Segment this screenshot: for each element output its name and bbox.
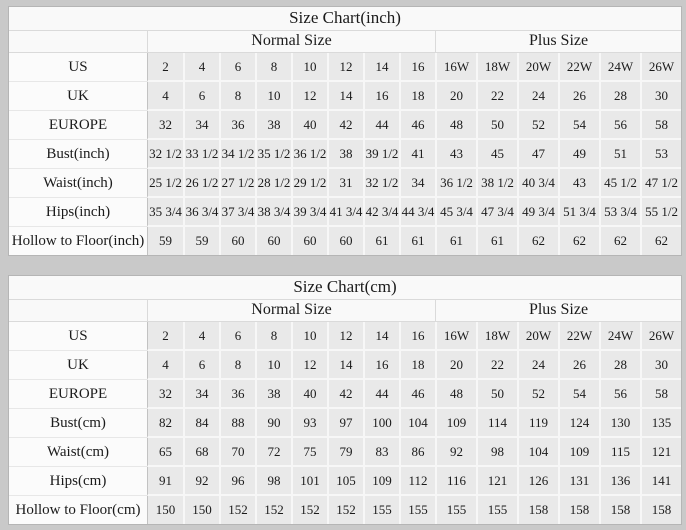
size-value-cell: 14 bbox=[363, 53, 399, 82]
size-value-cell: 54 bbox=[558, 111, 599, 140]
size-value-cell: 26W bbox=[640, 322, 681, 351]
table-row bbox=[9, 111, 681, 140]
size-value-cell: 38 bbox=[327, 140, 363, 169]
size-value-cell: 18W bbox=[476, 53, 517, 82]
size-value-cell: 12 bbox=[291, 82, 327, 111]
size-value-cell: 61 bbox=[476, 227, 517, 255]
size-value-cell: 16 bbox=[363, 82, 399, 111]
size-value-cell: 126 bbox=[517, 467, 558, 496]
group-header-plus-size: Plus Size bbox=[435, 300, 681, 322]
size-value-cell: 6 bbox=[183, 82, 219, 111]
size-value-cell: 20 bbox=[435, 351, 476, 380]
size-value-cell: 30 bbox=[640, 351, 681, 380]
size-value-cell: 38 bbox=[255, 380, 291, 409]
size-value-cell: 152 bbox=[327, 496, 363, 524]
size-value-cell: 51 3/4 bbox=[558, 198, 599, 227]
size-value-cell: 37 3/4 bbox=[219, 198, 255, 227]
size-value-cell: 12 bbox=[327, 53, 363, 82]
size-value-cell: 68 bbox=[183, 438, 219, 467]
size-value-cell: 109 bbox=[558, 438, 599, 467]
size-value-cell: 55 1/2 bbox=[640, 198, 681, 227]
size-value-cell: 124 bbox=[558, 409, 599, 438]
size-value-cell: 39 1/2 bbox=[363, 140, 399, 169]
size-value-cell: 150 bbox=[183, 496, 219, 524]
size-value-cell: 90 bbox=[255, 409, 291, 438]
table-row bbox=[9, 53, 681, 82]
size-value-cell: 4 bbox=[183, 322, 219, 351]
size-value-cell: 62 bbox=[558, 227, 599, 255]
table-row bbox=[9, 198, 681, 227]
row-label: Hips(cm) bbox=[9, 467, 147, 496]
size-value-cell: 62 bbox=[599, 227, 640, 255]
size-value-cell: 98 bbox=[255, 467, 291, 496]
size-value-cell: 59 bbox=[147, 227, 183, 255]
size-value-cell: 38 3/4 bbox=[255, 198, 291, 227]
size-value-cell: 97 bbox=[327, 409, 363, 438]
size-value-cell: 8 bbox=[219, 351, 255, 380]
table-row bbox=[9, 438, 681, 467]
size-value-cell: 27 1/2 bbox=[219, 169, 255, 198]
size-value-cell: 83 bbox=[363, 438, 399, 467]
size-value-cell: 41 bbox=[399, 140, 435, 169]
size-chart-inch-slot bbox=[8, 6, 678, 256]
size-value-cell: 33 1/2 bbox=[183, 140, 219, 169]
size-value-cell: 43 bbox=[558, 169, 599, 198]
size-value-cell: 47 bbox=[517, 140, 558, 169]
size-value-cell: 86 bbox=[399, 438, 435, 467]
size-value-cell: 47 3/4 bbox=[476, 198, 517, 227]
size-value-cell: 136 bbox=[599, 467, 640, 496]
size-value-cell: 35 1/2 bbox=[255, 140, 291, 169]
size-value-cell: 100 bbox=[363, 409, 399, 438]
size-value-cell: 14 bbox=[327, 82, 363, 111]
size-value-cell: 101 bbox=[291, 467, 327, 496]
size-chart-table-cm bbox=[8, 275, 682, 525]
size-value-cell: 22 bbox=[476, 351, 517, 380]
size-value-cell: 155 bbox=[363, 496, 399, 524]
size-value-cell: 96 bbox=[219, 467, 255, 496]
size-value-cell: 2 bbox=[147, 322, 183, 351]
size-value-cell: 158 bbox=[640, 496, 681, 524]
size-value-cell: 18W bbox=[476, 322, 517, 351]
size-value-cell: 10 bbox=[255, 351, 291, 380]
size-value-cell: 93 bbox=[291, 409, 327, 438]
size-value-cell: 20 bbox=[435, 82, 476, 111]
size-value-cell: 44 bbox=[363, 111, 399, 140]
group-header-plus-size: Plus Size bbox=[435, 31, 681, 53]
size-value-cell: 44 3/4 bbox=[399, 198, 435, 227]
table-row bbox=[9, 380, 681, 409]
size-value-cell: 6 bbox=[219, 53, 255, 82]
size-value-cell: 135 bbox=[640, 409, 681, 438]
size-value-cell: 49 bbox=[558, 140, 599, 169]
size-value-cell: 141 bbox=[640, 467, 681, 496]
size-value-cell: 40 bbox=[291, 380, 327, 409]
row-label: EUROPE bbox=[9, 111, 147, 140]
size-value-cell: 152 bbox=[219, 496, 255, 524]
size-value-cell: 82 bbox=[147, 409, 183, 438]
size-value-cell: 39 3/4 bbox=[291, 198, 327, 227]
size-value-cell: 155 bbox=[399, 496, 435, 524]
size-value-cell: 43 bbox=[435, 140, 476, 169]
size-value-cell: 42 bbox=[327, 380, 363, 409]
table-row bbox=[9, 351, 681, 380]
size-value-cell: 88 bbox=[219, 409, 255, 438]
size-value-cell: 16 bbox=[399, 322, 435, 351]
size-value-cell: 158 bbox=[517, 496, 558, 524]
size-value-cell: 98 bbox=[476, 438, 517, 467]
size-value-cell: 4 bbox=[183, 53, 219, 82]
size-value-cell: 119 bbox=[517, 409, 558, 438]
size-value-cell: 42 bbox=[327, 111, 363, 140]
size-value-cell: 16 bbox=[363, 351, 399, 380]
size-value-cell: 65 bbox=[147, 438, 183, 467]
size-value-cell: 26 bbox=[558, 351, 599, 380]
size-value-cell: 20W bbox=[517, 322, 558, 351]
size-value-cell: 79 bbox=[327, 438, 363, 467]
size-value-cell: 42 3/4 bbox=[363, 198, 399, 227]
size-value-cell: 45 bbox=[476, 140, 517, 169]
size-value-cell: 61 bbox=[399, 227, 435, 255]
row-label: UK bbox=[9, 82, 147, 111]
size-value-cell: 131 bbox=[558, 467, 599, 496]
table-row bbox=[9, 467, 681, 496]
size-value-cell: 54 bbox=[558, 380, 599, 409]
row-label: US bbox=[9, 53, 147, 82]
size-value-cell: 104 bbox=[399, 409, 435, 438]
size-value-cell: 14 bbox=[327, 351, 363, 380]
size-value-cell: 152 bbox=[255, 496, 291, 524]
size-value-cell: 40 3/4 bbox=[517, 169, 558, 198]
row-label: Hollow to Floor(cm) bbox=[9, 496, 147, 524]
size-value-cell: 52 bbox=[517, 380, 558, 409]
size-value-cell: 60 bbox=[327, 227, 363, 255]
table-row bbox=[9, 409, 681, 438]
size-value-cell: 61 bbox=[363, 227, 399, 255]
size-value-cell: 114 bbox=[476, 409, 517, 438]
size-value-cell: 24W bbox=[599, 322, 640, 351]
size-value-cell: 46 bbox=[399, 111, 435, 140]
table-row bbox=[9, 82, 681, 111]
size-value-cell: 16W bbox=[435, 322, 476, 351]
group-header-normal-size: Normal Size bbox=[147, 300, 435, 322]
row-label: US bbox=[9, 322, 147, 351]
size-value-cell: 36 3/4 bbox=[183, 198, 219, 227]
size-value-cell: 28 bbox=[599, 351, 640, 380]
size-chart-table-inch bbox=[8, 6, 682, 256]
size-value-cell: 41 3/4 bbox=[327, 198, 363, 227]
size-chart-cm-slot bbox=[8, 275, 678, 525]
size-value-cell: 150 bbox=[147, 496, 183, 524]
size-value-cell: 155 bbox=[435, 496, 476, 524]
size-value-cell: 62 bbox=[640, 227, 681, 255]
size-value-cell: 116 bbox=[435, 467, 476, 496]
size-value-cell: 34 bbox=[183, 380, 219, 409]
size-value-cell: 32 1/2 bbox=[147, 140, 183, 169]
size-value-cell: 36 1/2 bbox=[291, 140, 327, 169]
size-value-cell: 10 bbox=[291, 53, 327, 82]
group-header-normal-size: Normal Size bbox=[147, 31, 435, 53]
size-value-cell: 84 bbox=[183, 409, 219, 438]
row-label: EUROPE bbox=[9, 380, 147, 409]
size-value-cell: 36 bbox=[219, 380, 255, 409]
size-value-cell: 92 bbox=[435, 438, 476, 467]
size-value-cell: 28 bbox=[599, 82, 640, 111]
size-value-cell: 60 bbox=[255, 227, 291, 255]
size-value-cell: 4 bbox=[147, 351, 183, 380]
row-label: Hips(inch) bbox=[9, 198, 147, 227]
size-value-cell: 18 bbox=[399, 351, 435, 380]
size-value-cell: 46 bbox=[399, 380, 435, 409]
size-value-cell: 18 bbox=[399, 82, 435, 111]
size-value-cell: 44 bbox=[363, 380, 399, 409]
size-value-cell: 30 bbox=[640, 82, 681, 111]
size-value-cell: 34 bbox=[399, 169, 435, 198]
size-value-cell: 10 bbox=[291, 322, 327, 351]
size-value-cell: 72 bbox=[255, 438, 291, 467]
size-value-cell: 105 bbox=[327, 467, 363, 496]
size-value-cell: 91 bbox=[147, 467, 183, 496]
size-value-cell: 152 bbox=[291, 496, 327, 524]
size-value-cell: 45 1/2 bbox=[599, 169, 640, 198]
table-row bbox=[9, 322, 681, 351]
size-value-cell: 109 bbox=[435, 409, 476, 438]
size-value-cell: 52 bbox=[517, 111, 558, 140]
row-label: Bust(cm) bbox=[9, 409, 147, 438]
row-label: Bust(inch) bbox=[9, 140, 147, 169]
size-value-cell: 60 bbox=[291, 227, 327, 255]
size-value-cell: 4 bbox=[147, 82, 183, 111]
size-value-cell: 25 1/2 bbox=[147, 169, 183, 198]
size-value-cell: 158 bbox=[558, 496, 599, 524]
size-value-cell: 62 bbox=[517, 227, 558, 255]
size-value-cell: 47 1/2 bbox=[640, 169, 681, 198]
size-value-cell: 26 bbox=[558, 82, 599, 111]
size-value-cell: 38 1/2 bbox=[476, 169, 517, 198]
row-label: Waist(inch) bbox=[9, 169, 147, 198]
size-value-cell: 56 bbox=[599, 380, 640, 409]
group-header-spacer bbox=[9, 31, 147, 53]
size-value-cell: 51 bbox=[599, 140, 640, 169]
size-value-cell: 14 bbox=[363, 322, 399, 351]
table-title: Size Chart(inch) bbox=[9, 7, 681, 31]
size-value-cell: 53 bbox=[640, 140, 681, 169]
size-value-cell: 16 bbox=[399, 53, 435, 82]
size-value-cell: 34 bbox=[183, 111, 219, 140]
size-value-cell: 48 bbox=[435, 111, 476, 140]
size-value-cell: 50 bbox=[476, 111, 517, 140]
table-title: Size Chart(cm) bbox=[9, 276, 681, 300]
size-value-cell: 36 1/2 bbox=[435, 169, 476, 198]
size-value-cell: 10 bbox=[255, 82, 291, 111]
size-value-cell: 32 bbox=[147, 111, 183, 140]
size-value-cell: 59 bbox=[183, 227, 219, 255]
size-value-cell: 75 bbox=[291, 438, 327, 467]
table-row bbox=[9, 140, 681, 169]
size-value-cell: 92 bbox=[183, 467, 219, 496]
size-value-cell: 8 bbox=[255, 322, 291, 351]
size-value-cell: 8 bbox=[255, 53, 291, 82]
size-value-cell: 6 bbox=[183, 351, 219, 380]
size-value-cell: 2 bbox=[147, 53, 183, 82]
size-value-cell: 155 bbox=[476, 496, 517, 524]
size-value-cell: 8 bbox=[219, 82, 255, 111]
size-value-cell: 38 bbox=[255, 111, 291, 140]
size-value-cell: 115 bbox=[599, 438, 640, 467]
size-value-cell: 121 bbox=[640, 438, 681, 467]
size-value-cell: 158 bbox=[599, 496, 640, 524]
size-value-cell: 130 bbox=[599, 409, 640, 438]
size-value-cell: 24W bbox=[599, 53, 640, 82]
size-value-cell: 50 bbox=[476, 380, 517, 409]
size-value-cell: 32 bbox=[147, 380, 183, 409]
size-value-cell: 60 bbox=[219, 227, 255, 255]
size-value-cell: 26W bbox=[640, 53, 681, 82]
size-value-cell: 112 bbox=[399, 467, 435, 496]
size-value-cell: 24 bbox=[517, 82, 558, 111]
row-label: UK bbox=[9, 351, 147, 380]
size-value-cell: 45 3/4 bbox=[435, 198, 476, 227]
size-value-cell: 16W bbox=[435, 53, 476, 82]
size-value-cell: 26 1/2 bbox=[183, 169, 219, 198]
size-value-cell: 56 bbox=[599, 111, 640, 140]
size-value-cell: 28 1/2 bbox=[255, 169, 291, 198]
size-value-cell: 70 bbox=[219, 438, 255, 467]
size-value-cell: 24 bbox=[517, 351, 558, 380]
size-value-cell: 121 bbox=[476, 467, 517, 496]
size-value-cell: 48 bbox=[435, 380, 476, 409]
table-row bbox=[9, 169, 681, 198]
row-label: Waist(cm) bbox=[9, 438, 147, 467]
size-value-cell: 29 1/2 bbox=[291, 169, 327, 198]
row-label: Hollow to Floor(inch) bbox=[9, 227, 147, 255]
size-value-cell: 36 bbox=[219, 111, 255, 140]
size-value-cell: 35 3/4 bbox=[147, 198, 183, 227]
size-value-cell: 31 bbox=[327, 169, 363, 198]
size-value-cell: 58 bbox=[640, 111, 681, 140]
size-value-cell: 49 3/4 bbox=[517, 198, 558, 227]
size-value-cell: 20W bbox=[517, 53, 558, 82]
size-value-cell: 53 3/4 bbox=[599, 198, 640, 227]
size-value-cell: 58 bbox=[640, 380, 681, 409]
size-value-cell: 40 bbox=[291, 111, 327, 140]
size-value-cell: 32 1/2 bbox=[363, 169, 399, 198]
table-row bbox=[9, 496, 681, 524]
table-row bbox=[9, 227, 681, 255]
size-value-cell: 34 1/2 bbox=[219, 140, 255, 169]
size-value-cell: 22W bbox=[558, 322, 599, 351]
size-value-cell: 12 bbox=[327, 322, 363, 351]
size-value-cell: 22W bbox=[558, 53, 599, 82]
size-value-cell: 6 bbox=[219, 322, 255, 351]
size-value-cell: 104 bbox=[517, 438, 558, 467]
group-header-spacer bbox=[9, 300, 147, 322]
size-value-cell: 22 bbox=[476, 82, 517, 111]
size-value-cell: 61 bbox=[435, 227, 476, 255]
size-value-cell: 109 bbox=[363, 467, 399, 496]
size-value-cell: 12 bbox=[291, 351, 327, 380]
